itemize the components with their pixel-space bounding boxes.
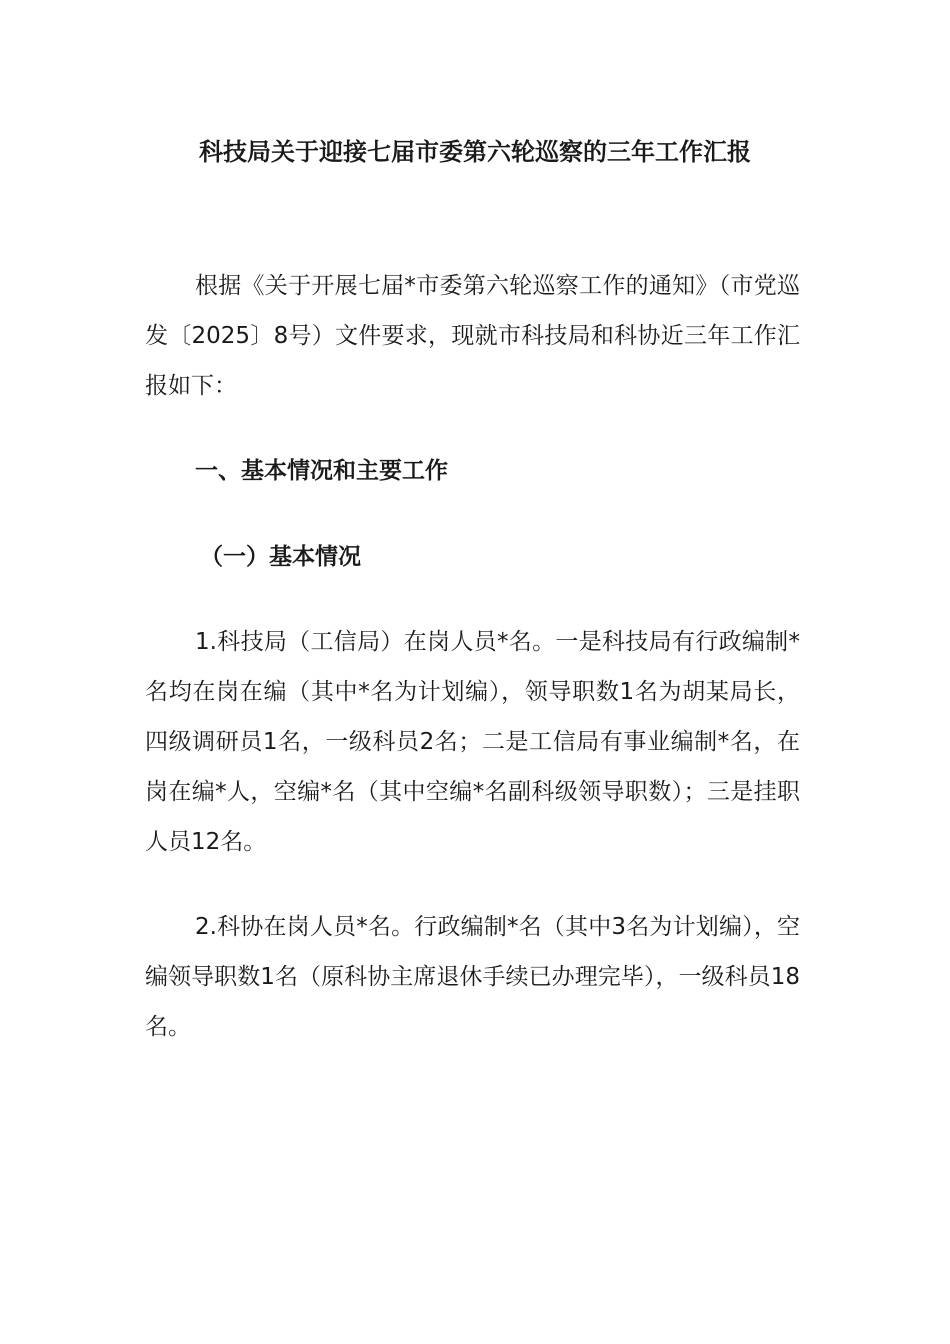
document-title: 科技局关于迎接七届市委第六轮巡察的三年工作汇报 bbox=[199, 138, 751, 166]
section-heading-basic-situation-and-main-work: 一、基本情况和主要工作 bbox=[195, 458, 448, 484]
paragraph-item-1: 1.科技局（工信局）在岗人员*名。一是科技局有行政编制*名均在岗在编（其中*名为计划编），领导职数1名为胡某局长，四级调研员1名，一级科员2名；二是工信局有事业编制*名，在岗在编*人，空编*名（其中空编*名副科级领导职数）；三是挂职人员12名。 bbox=[145, 629, 800, 855]
subsection-heading-basic-situation: （一）基本情况 bbox=[200, 544, 361, 570]
intro-paragraph: 根据《关于开展七届*市委第六轮巡察工作的通知》（市党巡发〔2025〕8号）文件要求，现就市科技局和科协近三年工作汇报如下： bbox=[145, 273, 800, 399]
paragraph-item-2: 2.科协在岗人员*名。行政编制*名（其中3名为计划编），空编领导职数1名（原科协主席退休手续已办理完毕），一级科员18名。 bbox=[145, 914, 800, 1040]
